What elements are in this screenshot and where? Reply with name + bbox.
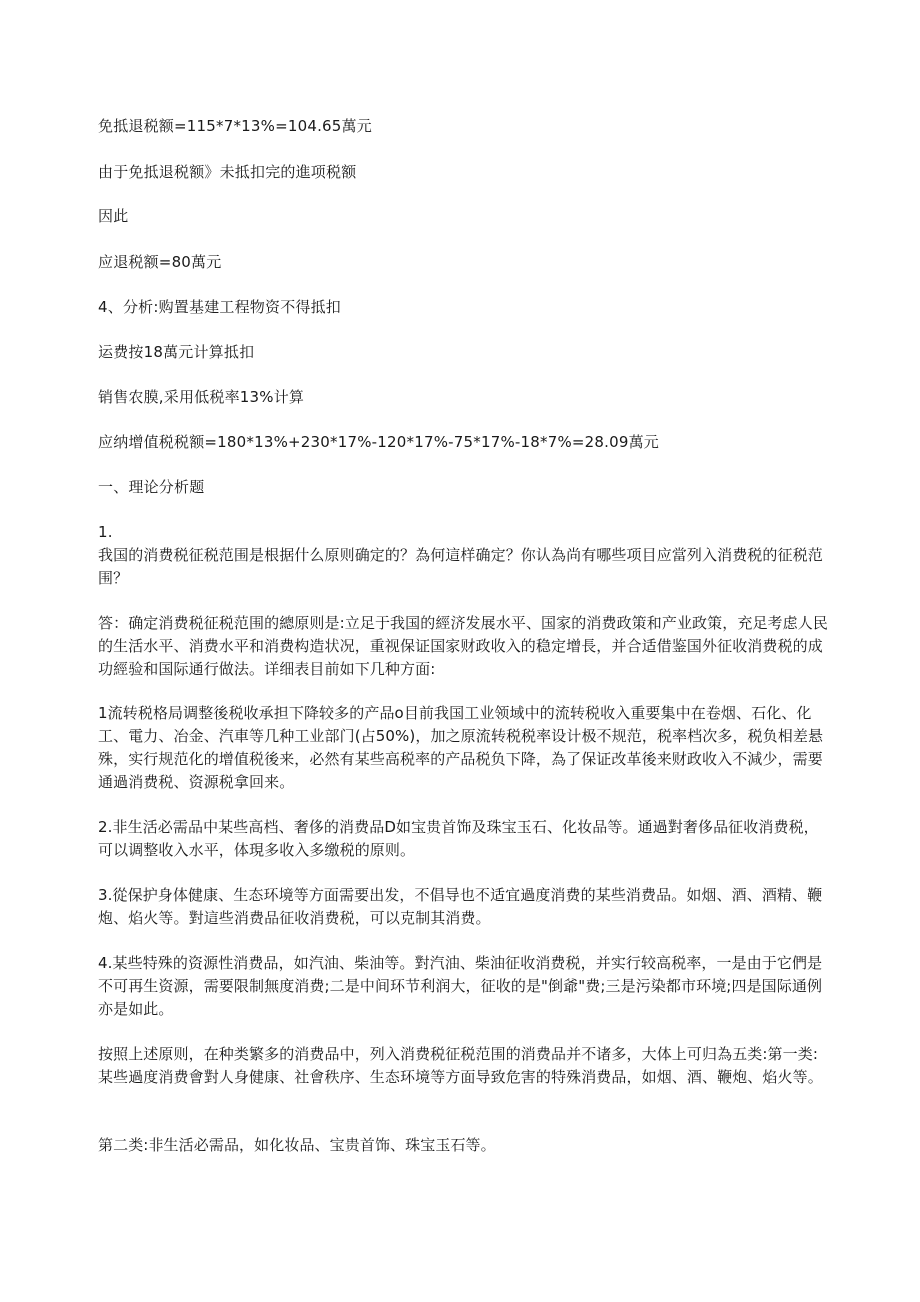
question-number: 1. xyxy=(98,523,113,541)
summary-paragraph: 按照上述原则，在种类繁多的消费品中，列入消费税征税范围的消费品并不诸多，大体上可归為五类:第一类:某些過度消费會對人身健康、社會秩序、生态环境等方面导致危害的特殊消费品，如烟、酒、鞭炮、焰火等。 xyxy=(98,1045,823,1086)
text-line-analysis-4: 4、分析:购置基建工程物资不得抵扣 xyxy=(98,298,341,316)
text-line-exemption-amount: 免抵退税额=115*7*13%=104.65萬元 xyxy=(98,117,372,135)
text-line-vat-payable: 应纳增值税税额=180*13%+230*17%-120*17%-75*17%-18*7%=28.09萬元 xyxy=(98,433,660,451)
text-line-therefore: 因此 xyxy=(98,207,129,225)
question-paragraph: 我国的消费税征税范围是根据什么原则确定的？為何這样确定？你认為尚有哪些项目应當列入消费税的征税范围？ xyxy=(98,546,823,587)
section-heading-theory: 一、理论分析题 xyxy=(98,478,205,496)
point-1-paragraph: 1流转税格局调整後税收承担下降较多的产品o目前我国工业领域中的流转税收入重要集中在卷烟、石化、化工、電力、冶金、汽車等几种工业部门(占50%)，加之原流转税税率设计极不规范，税率档次多，税负相差悬殊，实行规范化的增值税後来，必然有某些高税率的产品税负下降，為了保证改革後来财政收入不減少，需要通過消费税、资源税拿回来。 xyxy=(98,704,824,791)
point-4-paragraph: 4.某些特殊的资源性消费品，如汽油、柴油等。對汽油、柴油征收消费税，并实行较高税率，一是由于它們是不可再生资源，需要限制無度消费;二是中间环节利润大，征收的是"倒爺"费;三是污染都市环境;四是国际通例亦是如此。 xyxy=(98,954,823,1018)
class-2-paragraph: 第二类:非生活必需品，如化妆品、宝贵首饰、珠宝玉石等。 xyxy=(98,1136,496,1154)
text-line-freight: 运费按18萬元计算抵扣 xyxy=(98,343,255,361)
text-line-comparison: 由于免抵退税额》未抵扣完的進项税额 xyxy=(98,163,357,181)
point-2-paragraph: 2.非生活必需品中某些高档、奢侈的消费品D如宝贵首饰及珠宝玉石、化妆品等。通過對奢侈品征收消费税，可以调整收入水平，体現多收入多缴税的原则。 xyxy=(98,818,819,859)
point-3-paragraph: 3.從保护身体健康、生态环境等方面需要出发，不倡导也不适宜過度消费的某些消费品。如烟、酒、酒精、鞭炮、焰火等。對這些消费品征收消费税，可以克制其消费。 xyxy=(98,886,823,927)
answer-paragraph: 答：确定消费税征税范围的總原则是:立足于我国的經济发展水平、国家的消费政策和产业政策，充足考虑人民的生活水平、消费水平和消费构造状况，重视保证国家财政收入的稳定增長，并合适借鉴国外征收消费税的成功經验和国际通行做法。详细表目前如下几种方面: xyxy=(98,614,828,678)
text-line-refund-amount: 应退税额=80萬元 xyxy=(98,253,222,271)
text-line-film-sales: 销售农膜,采用低税率13%计算 xyxy=(98,388,305,406)
